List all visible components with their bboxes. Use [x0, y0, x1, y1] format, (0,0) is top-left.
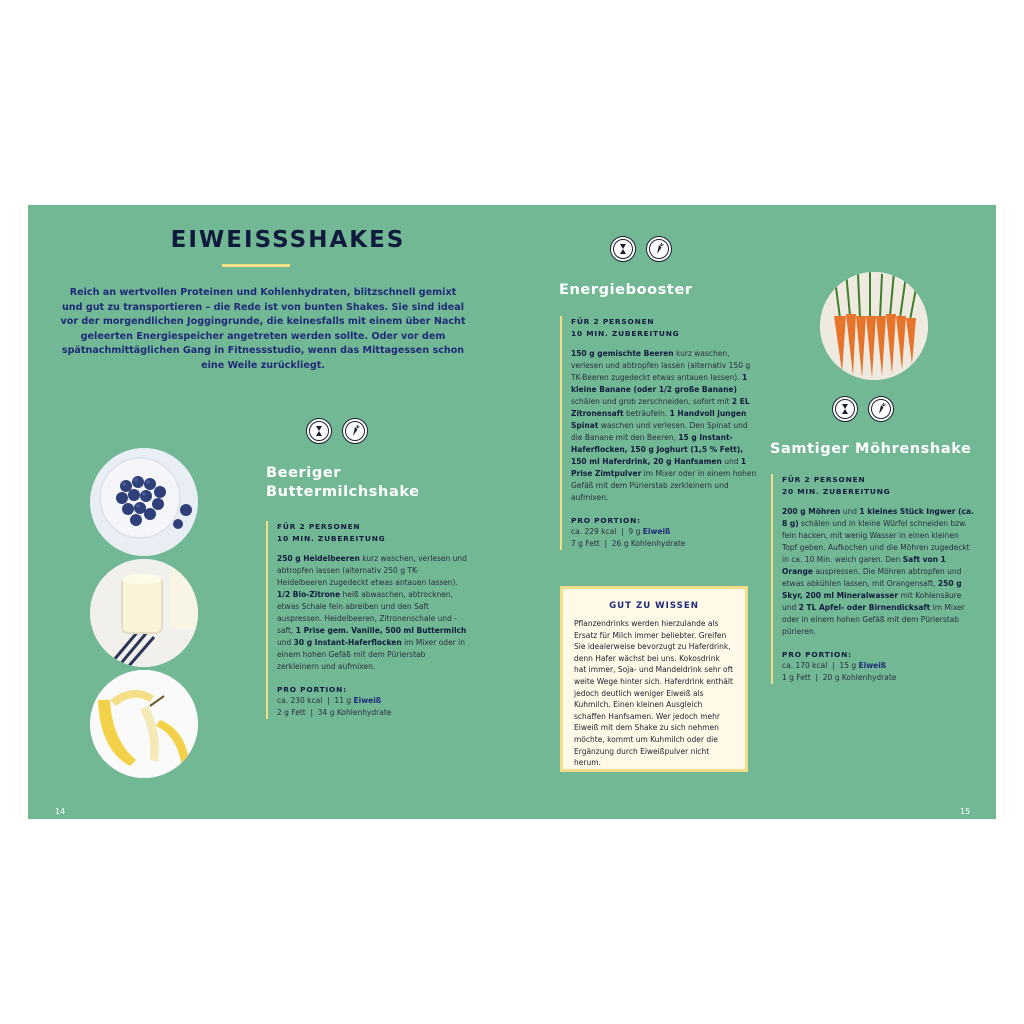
ingredient-text: Saft von 1 Orange	[782, 555, 946, 576]
buttermilk-illustration	[90, 559, 198, 667]
page-title: EIWEISSSHAKES	[170, 227, 406, 253]
recipe1-nutrition-line1: ca. 230 kcal | 11 g Eiweiß	[277, 696, 382, 705]
recipe2-servings: FÜR 2 PERSONEN	[571, 317, 655, 326]
recipe1-eiweiss-amount: 11 g	[334, 696, 352, 705]
step-text: waschen und verlesen. Den Spinat und die Banane mit den Beeren,	[571, 421, 748, 442]
ingredient-text: 250 g Heidelbeeren	[277, 554, 360, 563]
recipe1-nutrition-line2: 2 g Fett | 34 g Kohlenhydrate	[277, 708, 392, 717]
ingredient-text: 1 Handvoll jungen Spinat	[571, 409, 747, 430]
schnell-badge	[832, 396, 858, 422]
step-text: schälen und grob zerschneiden, sofort mit	[571, 397, 732, 406]
banana-illustration	[90, 670, 198, 778]
carrot-icon	[342, 418, 368, 444]
recipe3-kh: 20 g Kohlenhydrate	[822, 673, 897, 682]
step-text: und	[840, 507, 860, 516]
recipe3-steps	[782, 506, 976, 638]
page-number-left: 14	[55, 807, 66, 816]
recipe3-nutrition-line1: ca. 170 kcal | 15 g Eiweiß	[782, 661, 887, 670]
recipe3-eiweiss-label: Eiweiß	[858, 661, 887, 670]
step-text: kurz waschen, verlesen und abtropfen lassen (alternativ 250 g TK-Heidelbeeren zugedeckt etwas antauen lassen).	[277, 554, 467, 587]
blueberries-photo	[90, 448, 198, 556]
ingredient-text: 250 g Skyr, 200 ml Mineralwasser	[782, 579, 962, 600]
blueberries-illustration	[90, 448, 198, 556]
recipe1-title-line2: Buttermilchshake	[266, 484, 420, 500]
recipe2-meta	[571, 316, 760, 339]
step-text: heiß abwaschen, abtrocknen, etwas Schale fein abreiben und den Saft auspressen. Heidelbeeren, Zitronenschale und -saft,	[277, 590, 457, 635]
step-text: auspressen. Die Möhren abtropfen und etwas abkühlen lassen, mit Orangensaft,	[782, 567, 962, 588]
recipe2-kh: 26 g Kohlenhydrate	[611, 539, 686, 548]
ingredient-text: 2 EL Zitronensaft	[571, 397, 750, 418]
recipe3-badges	[832, 396, 894, 422]
recipe2-badges	[610, 236, 672, 262]
carrots-photo	[820, 272, 928, 380]
page-number-right: 15	[960, 807, 971, 816]
recipe1-title	[266, 464, 420, 502]
recipe2-title: Energiebooster	[559, 282, 693, 298]
recipe2-nutrition-label: PRO PORTION:	[571, 516, 641, 525]
step-text: kurz waschen, verlesen und abtropfen lassen (alternativ 150 g TK-Beeren zugedeckt etwas antauen lassen).	[571, 349, 751, 382]
recipe1-servings: FÜR 2 PERSONEN	[277, 522, 361, 531]
recipe1-kcal: ca. 230 kcal	[277, 696, 323, 705]
recipe3-nutrition-line2: 1 g Fett | 20 g Kohlenhydrate	[782, 673, 897, 682]
recipe2-nutrition-line2: 7 g Fett | 26 g Kohlenhydrate	[571, 539, 686, 548]
step-text: im Mixer oder in einem hohen Gefäß mit dem Pürierstab zerkleinern und aufmixen.	[277, 638, 465, 671]
step-text: beträufeln.	[623, 409, 670, 418]
recipe1-meta	[277, 521, 468, 544]
recipe3-time: 20 MIN. ZUBEREITUNG	[782, 486, 891, 496]
ingredient-text: 1 kleine Banane (oder 1/2 große Banane)	[571, 373, 748, 394]
recipe1-fett: 2 g Fett	[277, 708, 306, 717]
step-text: schälen und in kleine Würfel schneiden bzw. fein hacken, mit wenig Wasser in einen kleinen Topf geben. Aufkochen und die Möhren zugedeckt in ca. 10 Min. weich garen. Den	[782, 519, 970, 564]
ingredient-text: 150 g gemischte Beeren	[571, 349, 674, 358]
ingredient-text: 200 g Möhren	[782, 507, 841, 516]
step-text: im Mixer oder in einem hohen Gefäß mit dem Pürierstab zerkleinern und aufmixen.	[571, 469, 757, 502]
recipe1-time: 10 MIN. ZUBEREITUNG	[277, 533, 386, 543]
title-underline	[222, 264, 290, 267]
recipe2-eiweiss-label: Eiweiß	[642, 527, 671, 536]
ingredient-text: 1/2 Bio-Zitrone	[277, 590, 341, 599]
info-box	[560, 586, 748, 772]
step-text: und	[277, 638, 294, 647]
info-box-text: Pflanzendrinks werden hierzulande als Ersatz für Milch immer beliebter. Greifen Sie idealerweise bevorzugt zu Haferdrink, denn Hafer wächst bei uns. Kokosdrink hat immer, Soja- und Mandeldrink sehr oft weite Wege hinter sich. Haferdrink enthält jedoch deutlich weniger Eiweiß als Kuhmilch. Einen kleinen Ausgleich schaffen Hanfsamen. Wer jedoch mehr Eiweiß mit dem Shake zu sich nehmen möchte, kommt um Kuhmilch oder die Ergänzung durch Eiweißpulver nicht herum.	[574, 619, 734, 768]
recipe2-nutrition-line1: ca. 229 kcal | 9 g Eiweiß	[571, 527, 671, 536]
recipe1-body	[266, 521, 468, 719]
recipe3-kcal: ca. 170 kcal	[782, 661, 828, 670]
recipe1-title-line1: Beeriger	[266, 465, 342, 481]
recipe1-badges	[306, 418, 368, 444]
recipe2-eiweiss-amount: 9 g	[628, 527, 641, 536]
step-text: und	[721, 457, 741, 466]
schnell-badge	[306, 418, 332, 444]
recipe3-meta	[782, 474, 976, 497]
ingredient-text: 1 kleines Stück Ingwer (ca. 8 g)	[782, 507, 974, 528]
ingredient-text: 1 Prise Zimtpulver	[571, 457, 747, 478]
carrots-illustration	[820, 272, 928, 380]
vegetarisch-badge	[868, 396, 894, 422]
step-text: im Mixer oder in einem hohen Gefäß mit dem Pürierstab pürieren.	[782, 603, 965, 636]
recipe2-fett: 7 g Fett	[571, 539, 600, 548]
recipe3-fett: 1 g Fett	[782, 673, 811, 682]
ingredient-text: 15 g Instant-Haferflocken, 150 g Joghurt (1,5 % Fett), 150 ml Haferdrink, 20 g Hanfsamen	[571, 433, 744, 466]
buttermilk-photo	[90, 559, 198, 667]
vegetarisch-badge	[646, 236, 672, 262]
recipe3-nutrition-label: PRO PORTION:	[782, 650, 852, 659]
recipe3-body	[771, 474, 976, 684]
intro-text: Reich an wertvollen Proteinen und Kohlenhydraten, blitzschnell gemixt und gut zu transportieren – die Rede ist von bunten Shakes. Sie sind ideal vor der morgendlichen Joggingrunde, die keinesfalls mit einem über Nacht geleerten Energiespeicher angetreten werden sollte. Oder vor dem spätnachmittäglichen Gang in Fitnessstudio, wenn das Mittagessen schon eine Weile zurückliegt.	[60, 287, 466, 371]
vegetarisch-badge	[342, 418, 368, 444]
banana-photo	[90, 670, 198, 778]
recipe3-eiweiss-amount: 15 g	[839, 661, 857, 670]
schnell-badge	[610, 236, 636, 262]
ingredient-text: 1 Prise gem. Vanille, 500 ml Buttermilch	[295, 626, 467, 635]
hourglass-icon	[306, 418, 332, 444]
recipe1-nutrition-label: PRO PORTION:	[277, 685, 347, 694]
hourglass-icon	[832, 396, 858, 422]
info-box-title: GUT ZU WISSEN	[609, 601, 699, 611]
hourglass-icon	[610, 236, 636, 262]
book-spread	[28, 205, 996, 819]
ingredient-text: 30 g Instant-Haferflocken	[293, 638, 402, 647]
recipe2-kcal: ca. 229 kcal	[571, 527, 617, 536]
recipe1-eiweiss-label: Eiweiß	[353, 696, 382, 705]
recipe3-servings: FÜR 2 PERSONEN	[782, 475, 866, 484]
carrot-icon	[868, 396, 894, 422]
recipe2-time: 10 MIN. ZUBEREITUNG	[571, 328, 680, 338]
recipe1-steps	[277, 553, 468, 673]
carrot-icon	[646, 236, 672, 262]
recipe1-kh: 34 g Kohlenhydrate	[317, 708, 392, 717]
step-text: mit Kohlensäure und	[782, 591, 962, 612]
recipe2-steps	[571, 348, 760, 504]
ingredient-text: 2 TL Apfel- oder Birnendicksaft	[798, 603, 931, 612]
recipe2-body	[560, 316, 760, 550]
recipe3-title: Samtiger Möhrenshake	[770, 441, 972, 457]
